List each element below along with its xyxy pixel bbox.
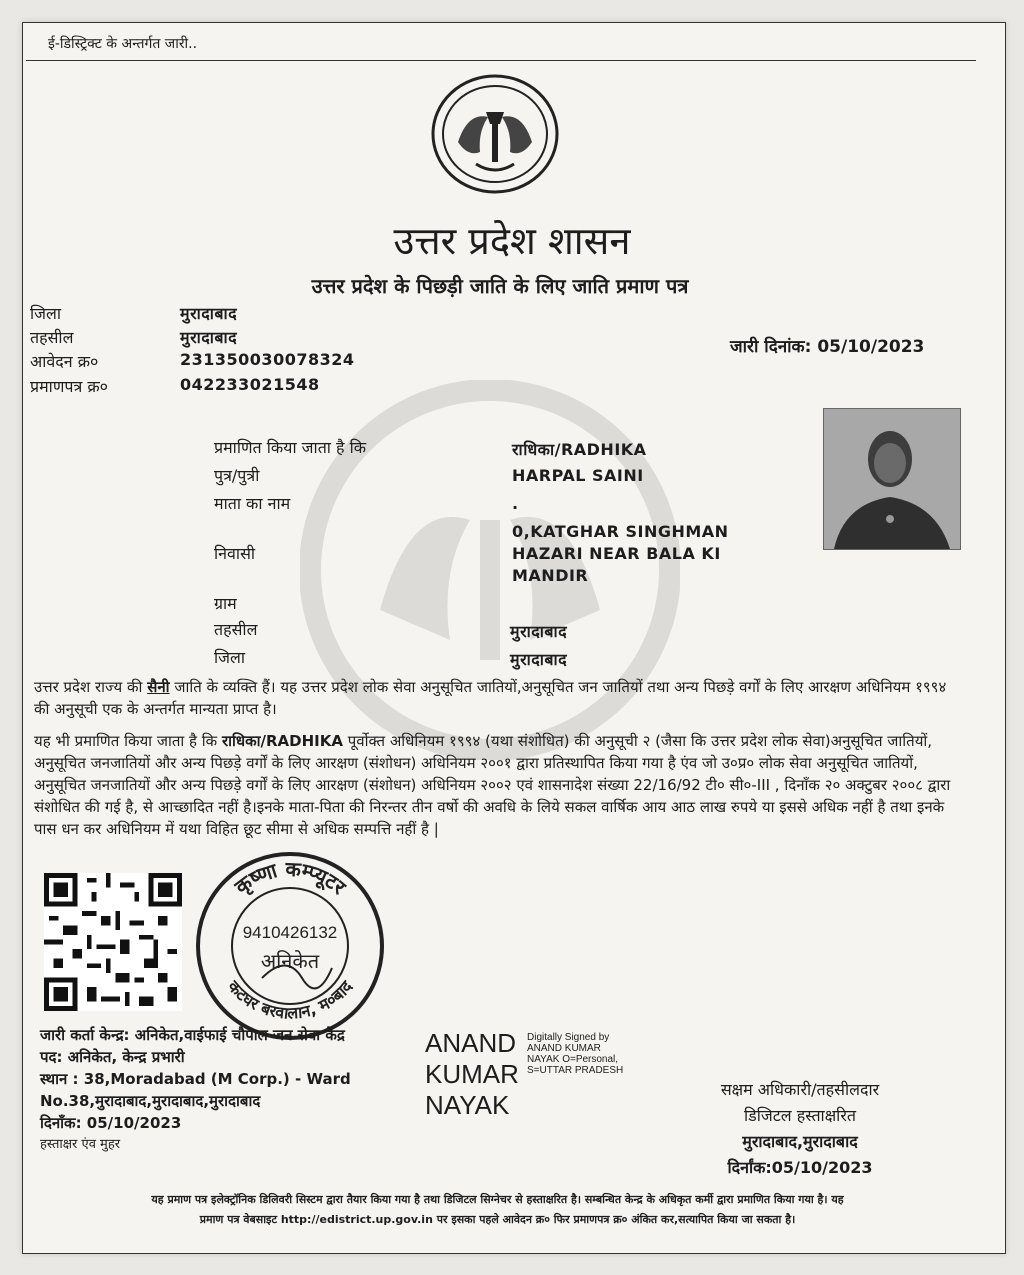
signature-meta-line: S=UTTAR PRADESH xyxy=(527,1065,624,1076)
certificate-number: 042233021548 xyxy=(180,375,320,394)
stamp-phone: 9410426132 xyxy=(242,923,338,942)
detail-label: तहसील xyxy=(214,620,258,639)
issue-date-value: 05/10/2023 xyxy=(817,337,925,357)
authority-date: दिर्नांक:05/10/2023 xyxy=(727,1158,873,1177)
authority-place: मुरादाबाद,मुरादाबाद xyxy=(742,1132,858,1151)
signature-meta-line: ANAND KUMAR xyxy=(527,1043,601,1054)
meta-label: आवेदन क्र० xyxy=(30,352,99,371)
applicant-name-inline: राधिका/RADHIKA xyxy=(221,732,343,750)
signer-name-line: NAYAK xyxy=(425,1090,510,1120)
up-government-emblem xyxy=(428,72,562,196)
issue-date-label: जारी दिनांक: xyxy=(730,337,812,357)
qr-code xyxy=(44,873,182,1011)
detail-label: निवासी xyxy=(214,544,256,563)
para-text: पूर्वोक्त अधिनियम १९९४ (यथा संशोधित) की अनुसूची २ (जैसा कि उत्तर प्रदेश लोक सेवा)अनुसूचित जातियों, अनुसूचित जनजातियों और अन्य पिछड़े वर्गों के लिए आरक्षण (संशोधन) अधिनियम २००१ द्वारा प्रतिस्थापित किया गया है एंव जो उ०प्र० लोक सेवा अनुसूचित जातियों, अनुसूचित जनजातियों और अन्य पिछड़े वर्गों के लिए आरक्षण (संशोधन) अधिनियम २००२ एवं शासनादेश संख्या 22/16/92 टी० सी०-III , दिनाँक २० अक्टुबर २००८ द्वारा संशोधित की गई है, से आच्छादित नहीं है।इनके माता-पिता की निरन्तर तीन वर्षो की अवधि के लिये सकल वार्षिक आय आठ लाख रुपये या इससे अधिक नहीं है तथा इनके पास धन कर अधिनियम में यथा विहित छूट सीमा से अधिक सम्पत्ति नहीं है | xyxy=(34,732,951,838)
issuer-post: पद: अनिकेत, केन्द्र प्रभारी xyxy=(40,1048,185,1066)
caste-paragraph xyxy=(34,676,952,720)
meta-value: मुरादाबाद xyxy=(180,328,238,347)
digital-signature-details xyxy=(527,1032,623,1076)
applicant-name: राधिका/RADHIKA xyxy=(512,440,647,459)
creamy-layer-paragraph xyxy=(34,730,952,840)
stamp-top-text: कृष्णा कम्प्यूटर xyxy=(230,856,351,899)
header-divider xyxy=(26,60,976,61)
detail-label: जिला xyxy=(214,648,246,667)
application-number: 231350030078324 xyxy=(180,350,355,369)
digital-signer-name xyxy=(425,1028,519,1121)
issuer-block xyxy=(40,1024,420,1156)
certificate-title: उत्तर प्रदेश के पिछड़ी जाति के लिए जाति प्रमाण पत्र xyxy=(311,274,689,298)
applicant-photo xyxy=(823,408,961,550)
signature-meta-line: NAYAK O=Personal, xyxy=(527,1054,619,1065)
issuer-center: जारी कर्ता केन्द्र: अनिकेत,वाईफाई चौपाल जन सेवा केंद्र xyxy=(40,1026,345,1044)
detail-label: माता का नाम xyxy=(214,494,291,513)
detail-label: पुत्र/पुत्री xyxy=(214,466,260,485)
meta-label: जिला xyxy=(30,304,62,323)
stamp-name: अनिकेत xyxy=(260,949,320,973)
para-text: उत्तर प्रदेश राज्य की xyxy=(34,678,148,696)
address-line: HAZARI NEAR BALA KI xyxy=(512,544,721,563)
authority-title: सक्षम अधिकारी/तहसीलदार xyxy=(720,1080,880,1099)
detail-label: प्रमाणित किया जाता है कि xyxy=(214,438,367,457)
meta-value: मुरादाबाद xyxy=(180,304,238,323)
address-line: MANDIR xyxy=(512,566,589,585)
footer-verify-note: प्रमाण पत्र वेबसाइट http://edistrict.up.gov.in पर इसका पहले आवेदन क्र० फिर प्रमाणपत्र क्र० अंकित कर,सत्यापित किया जा सकता है। xyxy=(199,1213,796,1226)
person-photo-icon xyxy=(824,409,960,549)
meta-label: तहसील xyxy=(30,328,74,347)
authority-signed: डिजिटल हस्ताक्षरित xyxy=(744,1106,856,1125)
authority-block xyxy=(690,1077,910,1181)
stamp-bottom-text: कटघर बरवालान, म०बाद xyxy=(223,977,357,1023)
detail-tehsil: मुरादाबाद xyxy=(510,622,568,641)
issuer-place: No.38,मुरादाबाद,मुरादाबाद,मुरादाबाद xyxy=(40,1092,261,1110)
meta-label: प्रमाणपत्र क्र० xyxy=(30,377,108,396)
address-line: 0,KATGHAR SINGHMAN xyxy=(512,522,729,541)
issuer-sign-label: हस्ताक्षर एंव मुहर xyxy=(40,1137,121,1152)
government-title: उत्तर प्रदेश शासन xyxy=(393,219,631,263)
signature-meta-line: Digitally Signed by xyxy=(527,1032,610,1043)
edistrict-caption: ई-डिस्ट्रिक्ट के अन्तर्गत जारी.. xyxy=(48,36,198,52)
signer-name-line: ANAND xyxy=(425,1028,517,1058)
detail-district: मुरादाबाद xyxy=(510,650,568,669)
footer-note: यह प्रमाण पत्र इलेक्ट्रॉनिक डिलिवरी सिस्टम द्वारा तैयार किया गया है तथा डिजिटल सिग्नेचर से हस्ताक्षरित है। सम्बन्धित केन्द्र के अधिकृत कर्मी द्वारा प्रमाणित किया गया है। यह xyxy=(151,1193,844,1206)
caste-name: सैनी xyxy=(147,678,170,696)
mother-name: . xyxy=(512,494,519,513)
issuer-place: स्थान : 38,Moradabad (M Corp.) - Ward xyxy=(40,1070,351,1088)
father-name: HARPAL SAINI xyxy=(512,466,644,485)
para-text: यह भी प्रमाणित किया जाता है कि xyxy=(34,732,222,750)
detail-label: ग्राम xyxy=(214,594,237,613)
para-text: जाति के व्यक्ति हैं। यह उत्तर प्रदेश लोक सेवा अनुसूचित जातियों,अनुसूचित जन जातियों तथा अन्य पिछड़े वर्गों के लिए आरक्षण अधिनियम १९९४ की अनुसूची एक के अन्तर्गत मान्यता प्राप्त है। xyxy=(34,678,947,718)
signer-name-line: KUMAR xyxy=(425,1059,519,1089)
issue-date-line xyxy=(730,334,924,357)
center-stamp xyxy=(192,848,388,1044)
issuer-date: दिनाँक: 05/10/2023 xyxy=(40,1114,182,1132)
